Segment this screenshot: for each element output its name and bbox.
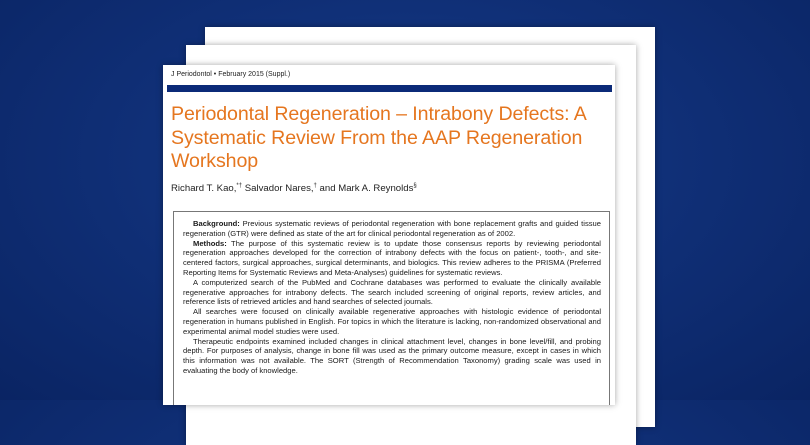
running-head: J Periodontol • February 2015 (Suppl.) <box>171 71 291 78</box>
abstract-paragraph <box>183 278 601 307</box>
author-name: Richard T. Kao, <box>171 183 237 194</box>
abstract-section-lead: Methods: <box>193 238 227 248</box>
author-name: Salvador Nares, <box>242 183 314 194</box>
abstract-text: The purpose of this systematic review is to update those consensus reports by reviewing periodontal regeneration approaches developed for the correction of intrabony defects with the focus on patient-, tooth-, and site-centered factors, surgical approaches, surgical determinants, and biologics. This review adheres to the PRISMA (Preferred Reporting Items for Systematic Reviews and Meta-Analyses) guidelines for systematic reviews. <box>183 238 601 277</box>
article-first-page <box>163 65 615 405</box>
header-rule <box>167 85 612 92</box>
author-affiliation-marks: † <box>313 183 317 189</box>
abstract-paragraph <box>183 307 601 336</box>
abstract-text: Previous systematic reviews of periodontal regeneration with bone replacement grafts and guided tissue regeneration (GTR) were defined as state of the art for clinical periodontal regeneration as of 2002. <box>183 219 601 238</box>
abstract-paragraph <box>183 219 601 239</box>
abstract-paragraph <box>183 239 601 278</box>
abstract-text: Therapeutic endpoints examined included changes in clinical attachment level, changes in bone level/fill, and probing depth. For purposes of analysis, change in bone fill was used as the primary outcome measure, except in cases in which this information was not available. The SORT (Strength of Recommendation Taxonomy) grading scale was used in evaluating the body of knowledge. <box>183 336 601 375</box>
abstract-box <box>173 211 610 405</box>
abstract-section-lead: Background: <box>193 219 240 228</box>
abstract-text: A computerized search of the PubMed and Cochrane databases was performed to evaluate the clinically available regenerative approaches for intrabony defects. The search included screening of original reports, review articles, and reference lists of retrieved articles and hand searches of selected journals. <box>183 277 601 307</box>
abstract-text: All searches were focused on clinically available regenerative approaches with histologic evidence of periodontal regeneration in humans published in English. For topics in which the literature is lacking, non-randomized observational and experimental animal model studies were used. <box>183 307 601 336</box>
author-affiliation-marks: *† <box>236 183 243 189</box>
article-title: Periodontal Regeneration – Intrabony Defects: A Systematic Review From the AAP Regeneration Workshop <box>171 103 586 172</box>
author-list <box>171 183 417 194</box>
author-affiliation-marks: § <box>413 183 417 189</box>
author-name: and Mark A. Reynolds <box>316 183 414 194</box>
abstract-paragraph <box>183 337 601 376</box>
